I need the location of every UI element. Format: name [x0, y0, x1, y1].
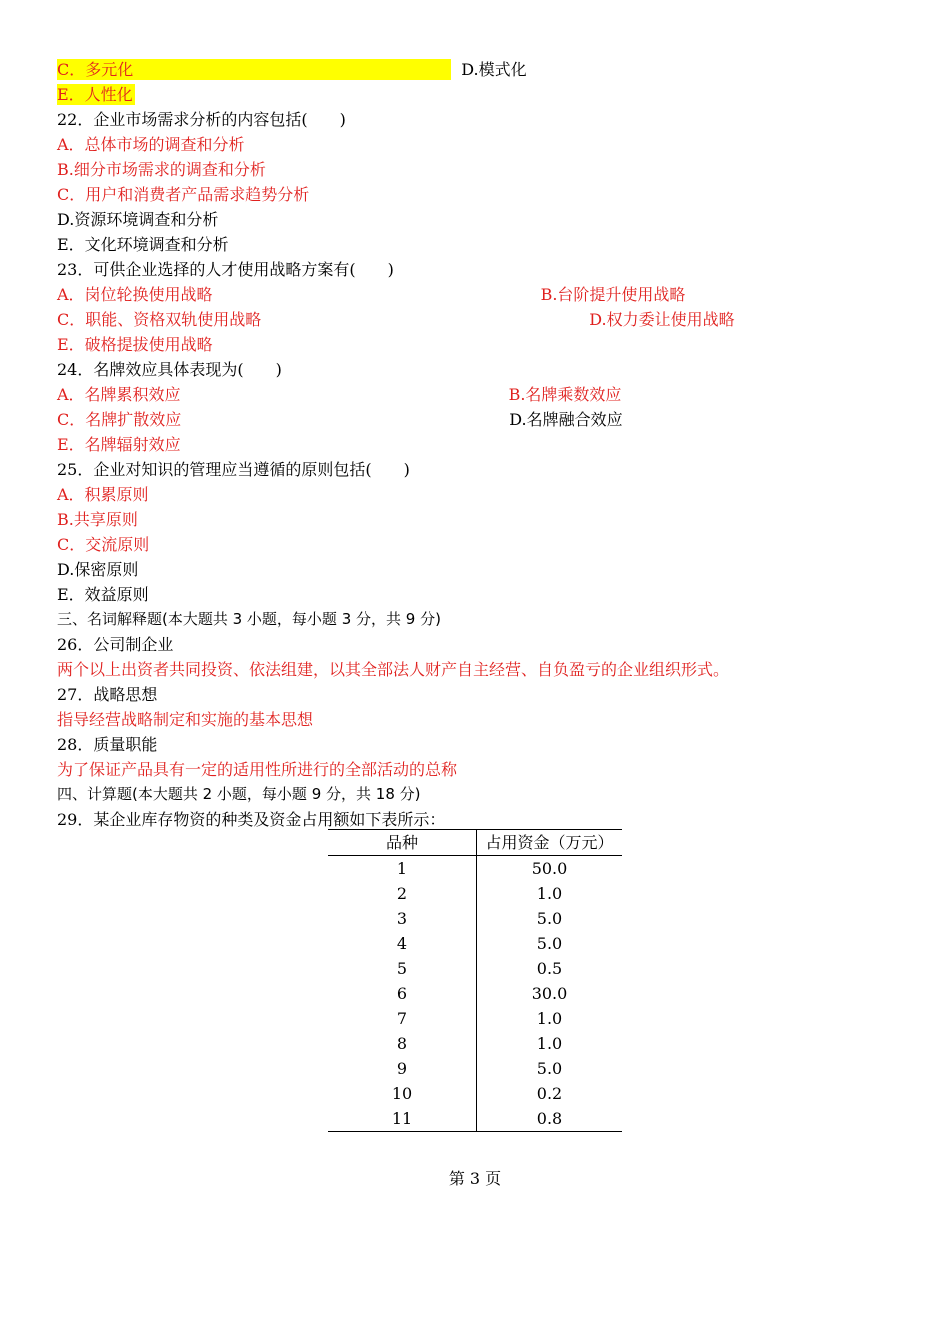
table-header-row — [328, 830, 622, 856]
inventory-table — [328, 829, 622, 1132]
text-line — [57, 307, 897, 332]
text-line — [57, 107, 897, 132]
text-line — [57, 232, 897, 257]
text-line — [57, 557, 897, 582]
text-line — [57, 357, 897, 382]
line-text: 四、计算题(本大题共 2 小题，每小题 9 分，共 18 分) — [57, 785, 421, 803]
table-row — [328, 906, 622, 931]
text-line — [57, 707, 897, 732]
text-line — [57, 182, 897, 207]
line-text: C．交流原则 — [57, 535, 150, 554]
line-text: C．多元化 — [57, 60, 134, 79]
line-text: 25．企业对知识的管理应当遵循的原则包括( ) — [57, 460, 410, 479]
cell-variety: 10 — [328, 1081, 477, 1106]
line-text: E．效益原则 — [57, 585, 149, 604]
cell-capital: 0.8 — [477, 1106, 623, 1132]
cell-capital: 1.0 — [536, 1009, 563, 1028]
line-text-second-column: D.权力委让使用战略 — [589, 310, 735, 329]
cell-variety: 11 — [328, 1106, 477, 1132]
cell-capital: 50.0 — [531, 859, 568, 878]
line-text: C．用户和消费者产品需求趋势分析 — [57, 185, 310, 204]
text-line — [57, 732, 897, 757]
cell-variety: 4 — [328, 931, 477, 956]
line-text: 两个以上出资者共同投资、依法组建，以其全部法人财产自主经营、自负盈亏的企业组织形式。 — [57, 660, 730, 679]
line-text: B.细分市场需求的调查和分析 — [57, 160, 266, 179]
cell-capital: 0.2 — [536, 1084, 563, 1103]
line-text: E．名牌辐射效应 — [57, 435, 181, 454]
line-text: 23．可供企业选择的人才使用战略方案有( ) — [57, 260, 394, 279]
cell-variety: 6 — [328, 981, 477, 1006]
line-text: 29．某企业库存物资的种类及资金占用额如下表所示： — [57, 810, 446, 829]
text-line — [57, 157, 897, 182]
section-heading — [57, 782, 897, 807]
section-heading — [57, 607, 897, 632]
line-text: B.共享原则 — [57, 510, 138, 529]
text-line — [57, 382, 897, 407]
cell-variety: 7 — [328, 1006, 477, 1031]
line-text: C．职能、资格双轨使用战略 — [57, 310, 262, 329]
line-text-second-column: D.名牌融合效应 — [509, 410, 623, 429]
cell-variety: 3 — [328, 906, 477, 931]
line-text: 指导经营战略制定和实施的基本思想 — [57, 710, 314, 729]
cell-variety: 2 — [328, 881, 477, 906]
cell-variety: 9 — [328, 1056, 477, 1081]
table-row — [328, 1106, 622, 1132]
table-row — [328, 1006, 622, 1031]
line-text: E．人性化 — [57, 85, 133, 104]
table-row — [328, 981, 622, 1006]
text-line — [57, 532, 897, 557]
cell-capital: 30.0 — [531, 984, 568, 1003]
cell-capital: 5.0 — [536, 909, 563, 928]
line-text: 22．企业市场需求分析的内容包括( ) — [57, 110, 346, 129]
text-line — [57, 332, 897, 357]
line-text: D.保密原则 — [57, 560, 139, 579]
line-text: A．岗位轮换使用战略 — [57, 285, 213, 304]
cell-capital: 1.0 — [536, 1034, 563, 1053]
text-line — [57, 257, 897, 282]
cell-capital: 1.0 — [536, 884, 563, 903]
text-line — [57, 82, 897, 107]
table-row — [328, 1031, 622, 1056]
text-line — [57, 482, 897, 507]
cell-capital: 5.0 — [536, 1059, 563, 1078]
text-line — [57, 207, 897, 232]
line-text: A．积累原则 — [57, 485, 149, 504]
text-line — [57, 457, 897, 482]
line-text: 为了保证产品具有一定的适用性所进行的全部活动的总称 — [57, 760, 458, 779]
line-text: C．名牌扩散效应 — [57, 410, 182, 429]
text-line — [57, 57, 897, 82]
col-header-variety: 品种 — [328, 830, 477, 856]
table-row — [328, 881, 622, 906]
line-text-second-column: D.模式化 — [461, 60, 527, 79]
text-line — [57, 407, 897, 432]
cell-capital: 5.0 — [536, 934, 563, 953]
line-text: D.资源环境调查和分析 — [57, 210, 219, 229]
text-line — [57, 282, 897, 307]
line-text: 26．公司制企业 — [57, 635, 174, 654]
line-text: 28．质量职能 — [57, 735, 158, 754]
line-text-second-column: B.名牌乘数效应 — [508, 385, 622, 404]
col-header-capital: 占用资金（万元） — [477, 830, 623, 856]
line-text: A．名牌累积效应 — [57, 385, 181, 404]
text-line — [57, 682, 897, 707]
line-text: E．文化环境调查和分析 — [57, 235, 229, 254]
line-text: 27．战略思想 — [57, 685, 158, 704]
cell-variety: 8 — [328, 1031, 477, 1056]
text-line — [57, 507, 897, 532]
line-text: 三、名词解释题(本大题共 3 小题，每小题 3 分，共 9 分) — [57, 610, 441, 628]
text-line — [57, 582, 897, 607]
page-number: 第 3 页 — [448, 1169, 502, 1188]
table-row — [328, 1081, 622, 1106]
text-line — [57, 132, 897, 157]
table-row — [328, 931, 622, 956]
text-line — [57, 757, 897, 782]
cell-capital: 0.5 — [536, 959, 563, 978]
text-line — [57, 657, 897, 682]
document-body — [57, 57, 897, 832]
text-line — [57, 632, 897, 657]
line-text: 24．名牌效应具体表现为( ) — [57, 360, 282, 379]
line-text-second-column: B.台阶提升使用战略 — [540, 285, 686, 304]
table-row — [328, 956, 622, 981]
table-row — [328, 1056, 622, 1081]
table-row — [328, 856, 622, 882]
cell-variety: 5 — [328, 956, 477, 981]
line-text: A．总体市场的调查和分析 — [57, 135, 245, 154]
text-line — [57, 432, 897, 457]
cell-variety: 1 — [328, 856, 477, 882]
line-text: E．破格提拔使用战略 — [57, 335, 213, 354]
